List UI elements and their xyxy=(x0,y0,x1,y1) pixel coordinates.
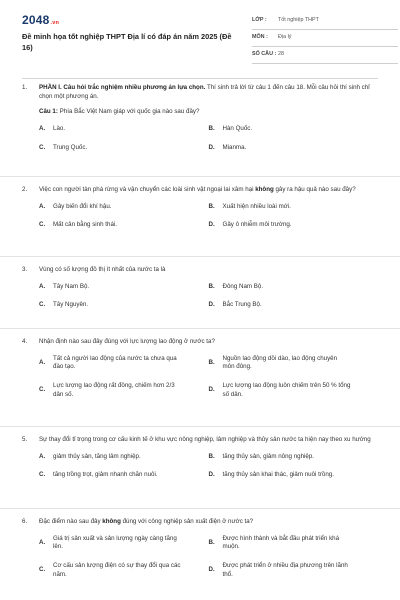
option-label: B. xyxy=(208,539,215,546)
option-label: D. xyxy=(208,566,215,574)
sub-question-text: Phía Bắc Việt Nam giáp với quốc gia nào sau đây? xyxy=(57,108,200,116)
option-label: B. xyxy=(208,359,215,366)
option-b[interactable] xyxy=(209,125,379,134)
option-a[interactable] xyxy=(39,283,209,292)
logo-tld: .vn xyxy=(50,20,60,26)
option-text: Bắc Trung Bộ. xyxy=(222,301,262,309)
option-text: Tây Nguyên. xyxy=(53,301,89,309)
option-label: A. xyxy=(39,359,46,366)
exam-meta-table xyxy=(252,13,398,64)
question-text-part: đúng với công nghiệp sản xuất điện ở nước ta? xyxy=(120,518,254,525)
option-text: Tây Nam Bộ. xyxy=(53,282,90,290)
option-label: C. xyxy=(39,386,46,394)
option-label: C. xyxy=(39,301,46,309)
emphasis-word: không xyxy=(255,186,274,193)
meta-label: LỚP : xyxy=(252,17,267,24)
question-text: Sự thay đổi tỉ trọng trong cơ cấu kinh tế ở khu vực nông nghiệp, lâm nghiệp và thủy sản nước ta hiện nay theo xu hướng xyxy=(39,436,371,443)
option-label: B. xyxy=(208,282,215,290)
option-label: B. xyxy=(208,452,215,460)
option-c[interactable] xyxy=(39,144,209,153)
question-text-part: Đặc điểm nào sau đây xyxy=(39,518,103,525)
answer-options xyxy=(39,453,378,480)
meta-value: 28 xyxy=(278,51,284,58)
option-d[interactable] xyxy=(209,221,379,230)
option-b[interactable] xyxy=(209,453,379,462)
option-text: Cơ cấu sản lượng điện có sự thay đổi qua các năm. xyxy=(53,562,181,578)
answer-options xyxy=(39,283,378,310)
option-text: Mất cân bằng sinh thái. xyxy=(53,221,117,229)
question-number: 4. xyxy=(22,338,28,345)
option-c[interactable] xyxy=(39,382,209,399)
option-label: C. xyxy=(39,471,46,479)
question-2 xyxy=(22,186,378,230)
option-a[interactable] xyxy=(39,355,209,372)
logo-text: 2048 xyxy=(22,13,50,27)
option-text: Xuất hiện nhiều loài mới. xyxy=(222,202,291,210)
option-d[interactable] xyxy=(209,144,379,153)
option-label: D. xyxy=(208,221,215,229)
option-label: C. xyxy=(39,143,46,151)
option-text: tăng thủy sản khai thác, giảm nuôi trồng. xyxy=(222,471,334,479)
option-label: A. xyxy=(39,282,46,290)
meta-value: Tốt nghiệp THPT xyxy=(278,17,319,24)
meta-row-subject xyxy=(252,30,398,47)
question-5 xyxy=(22,436,378,480)
option-text: Lào. xyxy=(53,125,66,133)
option-d[interactable] xyxy=(209,301,379,310)
option-b[interactable] xyxy=(209,535,379,552)
option-label: B. xyxy=(208,202,215,210)
section-instructions: Thí sinh trả lời từ câu 1 đến câu 18. Mỗi câu hỏi thí sinh chỉ chọn một phương án. xyxy=(39,84,370,100)
answer-options xyxy=(39,535,378,580)
option-text: tăng trồng trọt, giảm nhanh chăn nuôi. xyxy=(53,471,158,479)
option-label: A. xyxy=(39,452,46,460)
option-c[interactable] xyxy=(39,562,209,579)
question-divider xyxy=(0,176,400,177)
question-6 xyxy=(22,518,378,579)
page-title: Đề minh họa tốt nghiệp THPT Địa lí có đáp án năm 2025 (Đề 16) xyxy=(22,32,232,53)
answer-options xyxy=(39,203,378,230)
question-divider xyxy=(0,328,400,329)
question-text xyxy=(39,84,378,101)
question-text-part: Việc con người tàn phá rừng và vận chuyển các loài sinh vật ngoại lai xâm hại xyxy=(39,186,256,193)
meta-label: MÔN : xyxy=(252,34,268,41)
option-a[interactable] xyxy=(39,125,209,134)
option-text: Tất cả người lao động của nước ta chưa qua đào tạo. xyxy=(53,354,177,371)
option-label: D. xyxy=(208,143,215,151)
sub-question-label: Câu 1: xyxy=(39,108,58,116)
meta-row-class xyxy=(252,13,398,30)
option-label: D. xyxy=(208,301,215,309)
option-label: D. xyxy=(208,471,215,479)
option-label: A. xyxy=(39,202,46,210)
option-b[interactable] xyxy=(209,355,379,372)
option-text: giảm thủy sản, tăng lâm nghiệp. xyxy=(53,452,141,460)
option-label: A. xyxy=(39,539,46,546)
meta-row-count xyxy=(252,47,398,64)
question-number: 5. xyxy=(22,436,28,443)
question-text xyxy=(39,186,378,195)
option-text: Được hình thành và bắt đầu phát triển khá muộn. xyxy=(222,534,340,551)
question-1 xyxy=(22,84,378,152)
option-d[interactable] xyxy=(209,382,379,399)
option-text: Đông Nam Bộ. xyxy=(222,282,264,290)
option-b[interactable] xyxy=(209,203,379,212)
option-label: D. xyxy=(208,386,215,394)
meta-label: SỐ CÂU : xyxy=(252,51,277,58)
question-text-part: gây ra hậu quả nào sau đây? xyxy=(273,186,356,193)
question-text: Vùng có số lượng đô thị ít nhất của nước ta là xyxy=(39,266,166,273)
question-number: 3. xyxy=(22,266,28,273)
answer-options xyxy=(39,125,378,152)
emphasis-word: không xyxy=(102,518,121,525)
page-header xyxy=(22,12,378,64)
question-number: 2. xyxy=(22,186,28,193)
option-label: C. xyxy=(39,221,46,229)
question-number: 6. xyxy=(22,518,28,525)
header-divider xyxy=(22,78,378,79)
option-text: Giá trị sản xuất và sản lượng ngày càng tăng lên. xyxy=(53,534,177,551)
question-4 xyxy=(22,338,378,399)
option-c[interactable] xyxy=(39,471,209,480)
question-3 xyxy=(22,266,378,310)
option-text: Lực lượng lao động luôn chiếm trên 50 % tổng số dân. xyxy=(222,382,351,398)
question-text: Nhận định nào sau đây đúng với lực lượng lao động ở nước ta? xyxy=(39,338,215,345)
question-divider xyxy=(0,508,400,509)
option-label: B. xyxy=(208,125,215,133)
question-number: 1. xyxy=(22,84,28,91)
option-label: A. xyxy=(39,125,46,133)
question-divider xyxy=(0,426,400,427)
sub-question xyxy=(39,108,378,117)
section-heading: PHẦN I. Câu hỏi trắc nghiệm nhiều phương án lựa chọn. xyxy=(39,84,206,91)
option-text: Nguồn lao động dồi dào, lao động chuyên môn đông. xyxy=(222,354,338,371)
option-a[interactable] xyxy=(39,453,209,462)
option-text: Hàn Quốc. xyxy=(222,125,253,133)
option-text: Lực lượng lao động rất đông, chiếm hơn 2/3 dân số. xyxy=(53,382,175,398)
option-text: Gây biến đổi khí hậu. xyxy=(53,202,112,210)
question-text xyxy=(39,518,378,527)
option-text: tăng thủy sản, giảm nông nghiệp. xyxy=(222,452,315,460)
option-c[interactable] xyxy=(39,301,209,310)
option-text: Gây ô nhiễm môi trường. xyxy=(222,221,292,229)
option-d[interactable] xyxy=(209,471,379,480)
option-d[interactable] xyxy=(209,562,379,579)
option-text: Mianma. xyxy=(222,143,247,151)
option-c[interactable] xyxy=(39,221,209,230)
option-b[interactable] xyxy=(209,283,379,292)
option-text: Trung Quốc. xyxy=(53,143,88,151)
question-divider xyxy=(0,256,400,257)
answer-options xyxy=(39,355,378,400)
option-a[interactable] xyxy=(39,203,209,212)
option-label: C. xyxy=(39,566,46,574)
option-text: Được phát triển ở nhiều địa phương trên lãnh thổ. xyxy=(222,562,348,578)
site-logo[interactable] xyxy=(22,12,59,29)
option-a[interactable] xyxy=(39,535,209,552)
meta-value: Địa lý xyxy=(278,34,292,41)
